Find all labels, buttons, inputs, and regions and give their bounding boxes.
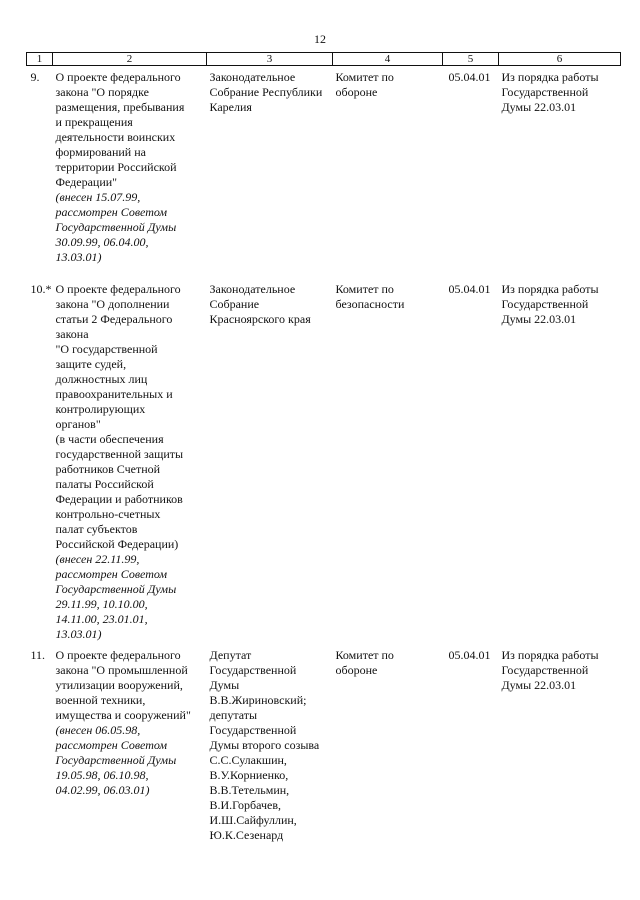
column-number-4: 4 [333, 53, 443, 66]
bill-title-line: должностных лиц [55, 372, 148, 386]
initiator-line: В.У.Корниенко, [209, 768, 289, 782]
initiator-cell [207, 644, 333, 848]
bill-note-line: 14.11.00, 23.01.01, [55, 612, 148, 626]
status-line: Из порядка работы [501, 648, 599, 662]
initiator-line: Государственной [209, 723, 297, 737]
initiator-line: Депутат [209, 648, 252, 662]
bill-title-line: закона "О порядке [55, 85, 150, 99]
bill-title-line: государственной защиты [55, 447, 184, 461]
bill-title-line: контролирующих [55, 402, 146, 416]
initiator-line: Государственной [209, 663, 297, 677]
bill-title-line: контрольно-счетных [55, 507, 161, 521]
bills-table [26, 52, 621, 848]
bill-title-line: органов" [55, 417, 101, 431]
initiator-line: В.И.Горбачев, [209, 798, 282, 812]
bill-note-line: 04.02.99, 06.03.01) [55, 783, 150, 797]
committee-line: Комитет по [335, 648, 394, 662]
bill-title-cell [53, 66, 207, 279]
bill-note-line: (внесен 22.11.99, [55, 552, 140, 566]
initiator-line: В.В.Жириновский; [209, 693, 307, 707]
initiator-line: Думы [209, 678, 240, 692]
bill-title-line: работников Счетной [55, 462, 161, 476]
bill-note-line: 29.11.99, 10.10.00, [55, 597, 148, 611]
bill-title-line: деятельности воинских [55, 130, 176, 144]
bill-title-line: палат субъектов [55, 522, 138, 536]
bill-title-line: О проекте федерального [55, 648, 181, 662]
bill-note-line: Государственной Думы [55, 220, 177, 234]
status-line: Из порядка работы [501, 70, 599, 84]
column-number-5: 5 [443, 53, 499, 66]
row-number-text: 10.* [30, 282, 52, 296]
committee-line: безопасности [335, 297, 405, 311]
bill-title-line: Федерации" [55, 175, 118, 189]
column-number-2: 2 [53, 53, 207, 66]
row-number [27, 66, 53, 279]
status-line: Государственной [501, 663, 589, 677]
initiator-line: Красноярского края [209, 312, 311, 326]
bill-title-line: размещения, пребывания [55, 100, 185, 114]
row-number-text: 11. [30, 648, 46, 662]
status-line: Из порядка работы [501, 282, 599, 296]
bill-title-cell [53, 644, 207, 848]
bill-note-line: 30.09.99, 06.04.00, [55, 235, 149, 249]
committee-line: Комитет по [335, 70, 394, 84]
initiator-line: Собрание [209, 297, 260, 311]
status-line: Государственной [501, 297, 589, 311]
bill-note-line: рассмотрен Советом [55, 567, 168, 581]
bill-title-line: палаты Российской [55, 477, 154, 491]
initiator-cell [207, 278, 333, 644]
bill-title-line: закона "О промышленной [55, 663, 188, 677]
bill-title-line: формирований на [55, 145, 146, 159]
bill-title-line: Российской Федерации) [55, 537, 179, 551]
row-number [27, 278, 53, 644]
status-line: Думы 22.03.01 [501, 312, 577, 326]
bill-title-line: Федерации и работников [55, 492, 183, 506]
table-row [27, 278, 621, 644]
bill-title-line: территории Российской [55, 160, 177, 174]
initiator-line: Законодательное [209, 282, 296, 296]
status-cell [499, 66, 621, 279]
bill-title-line: и прекращения [55, 115, 133, 129]
date-text: 05.04.01 [448, 648, 491, 662]
initiator-line: Собрание Республики [209, 85, 323, 99]
status-line: Думы 22.03.01 [501, 100, 577, 114]
bill-note-line: 19.05.98, 06.10.98, [55, 768, 149, 782]
bill-note-line: (внесен 06.05.98, [55, 723, 141, 737]
bill-title-line: имущества и сооружений" [55, 708, 191, 722]
table-row [27, 66, 621, 279]
initiator-line: С.С.Сулакшин, [209, 753, 287, 767]
bill-title-line: (в части обеспечения [55, 432, 164, 446]
column-number-3: 3 [207, 53, 333, 66]
initiator-line: Законодательное [209, 70, 296, 84]
bill-title-line: О проекте федерального [55, 70, 181, 84]
bill-note-line: Государственной Думы [55, 753, 177, 767]
bill-note-line: 13.03.01) [55, 250, 102, 264]
bill-note-line: рассмотрен Советом [55, 205, 168, 219]
header-row [27, 53, 621, 66]
bill-title-line: защите судей, [55, 357, 127, 371]
row-number [27, 644, 53, 848]
bill-note-line: 13.03.01) [55, 627, 102, 641]
committee-line: обороне [335, 663, 378, 677]
committee-cell [333, 66, 443, 279]
bill-title-line: закона [55, 327, 89, 341]
bill-note-line: Государственной Думы [55, 582, 177, 596]
bill-note-line: (внесен 15.07.99, [55, 190, 141, 204]
date-text: 05.04.01 [448, 282, 491, 296]
date-cell [443, 644, 499, 848]
page-number: 12 [314, 32, 326, 46]
initiator-line: Ю.К.Сезенард [209, 828, 284, 842]
bill-title-line: О проекте федерального [55, 282, 181, 296]
bill-title-line: утилизации вооружений, [55, 678, 183, 692]
initiator-line: Думы второго созыва [209, 738, 320, 752]
table-header [27, 53, 621, 66]
bill-title-line: статьи 2 Федерального [55, 312, 173, 326]
bill-title-line: "О государственной [55, 342, 158, 356]
bill-title-line: правоохранительных и [55, 387, 173, 401]
committee-line: Комитет по [335, 282, 394, 296]
table-row [27, 644, 621, 848]
initiator-line: И.Ш.Сайфуллин, [209, 813, 297, 827]
bill-title-line: закона "О дополнении [55, 297, 170, 311]
date-text: 05.04.01 [448, 70, 491, 84]
status-line: Думы 22.03.01 [501, 678, 577, 692]
status-line: Государственной [501, 85, 589, 99]
bill-note-line: рассмотрен Советом [55, 738, 168, 752]
table-body [27, 66, 621, 849]
column-number-6: 6 [499, 53, 621, 66]
status-cell [499, 644, 621, 848]
initiator-line: В.В.Тетельмин, [209, 783, 290, 797]
row-number-text: 9. [30, 70, 40, 84]
committee-cell [333, 644, 443, 848]
date-cell [443, 278, 499, 644]
initiator-line: Карелия [209, 100, 252, 114]
initiator-line: депутаты [209, 708, 258, 722]
status-cell [499, 278, 621, 644]
initiator-cell [207, 66, 333, 279]
committee-cell [333, 278, 443, 644]
column-number-1: 1 [27, 53, 53, 66]
date-cell [443, 66, 499, 279]
bill-title-line: военной техники, [55, 693, 146, 707]
bill-title-cell [53, 278, 207, 644]
committee-line: обороне [335, 85, 378, 99]
